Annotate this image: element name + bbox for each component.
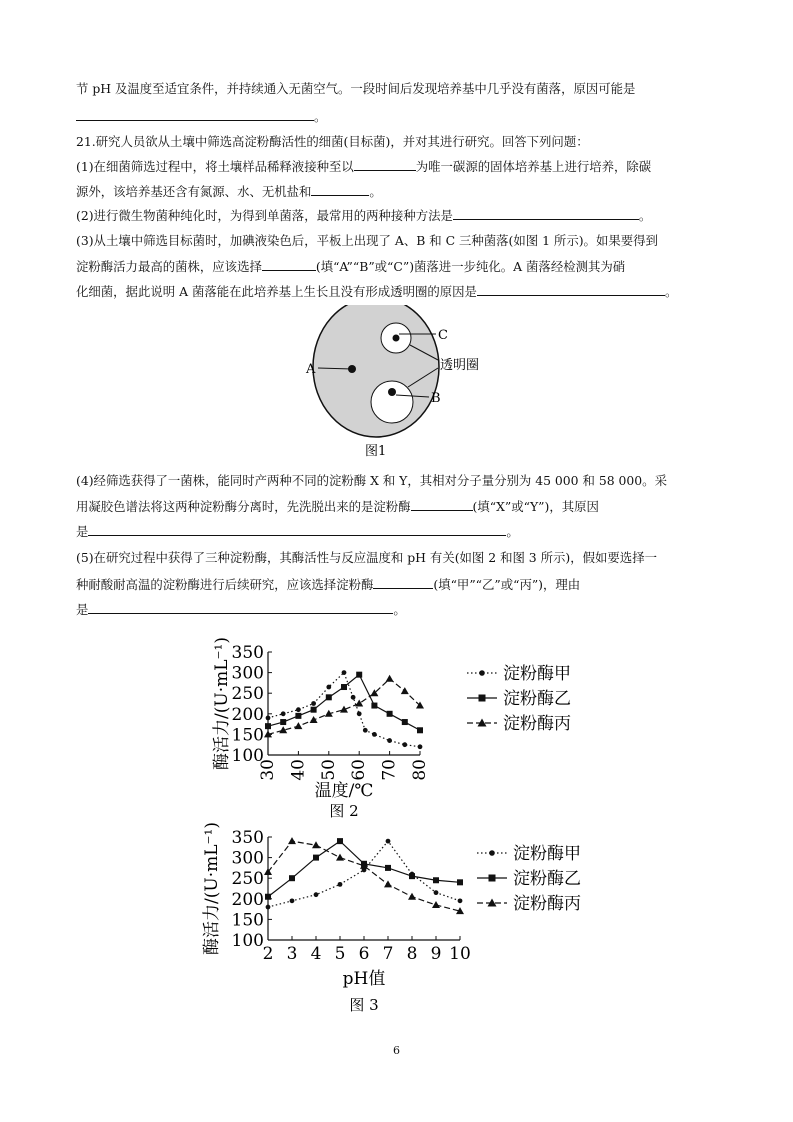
data-point <box>371 703 377 709</box>
legend-label-3: 淀粉酶丙 <box>513 894 581 914</box>
y-tick-label: 100 <box>231 746 264 766</box>
data-point <box>417 727 423 733</box>
data-point <box>314 892 319 897</box>
line-text: 种耐酸耐高温的淀粉酶进行后续研究，应该选择淀粉酶 <box>76 577 374 592</box>
data-point <box>418 744 423 749</box>
legend-label-1: 淀粉酶甲 <box>513 844 581 864</box>
answer-blank[interactable] <box>311 183 369 196</box>
line-text: 节 pH 及温度至适宜条件，并持续通入无菌空气。一段时间后发现培养基中几乎没有菌落，原因可能是 <box>76 81 636 96</box>
data-point <box>402 719 408 725</box>
y-axis-label: 酶活力/(U·mL⁻¹) <box>202 822 222 955</box>
line-text: (4)经筛选获得了一菌株，能同时产两种不同的淀粉酶 X 和 Y，其相对分子量分别为 45 000 和 58 000。采 <box>76 473 667 488</box>
answer-blank[interactable] <box>411 498 473 511</box>
petri-dish <box>313 305 439 437</box>
q3-line-1 <box>76 233 658 249</box>
q4-line-1 <box>76 473 667 489</box>
q3-line-3 <box>76 283 677 300</box>
data-point <box>326 694 332 700</box>
data-point <box>356 672 362 678</box>
y-tick-label: 250 <box>231 869 264 890</box>
x-tick-label: 70 <box>379 759 400 781</box>
y-axis-label: 酶活力/(U·mL⁻¹) <box>212 637 232 770</box>
data-point <box>357 711 362 716</box>
y-tick-label: 350 <box>231 643 264 663</box>
page-number: 6 <box>393 1044 400 1057</box>
data-point <box>432 901 440 908</box>
figure-1-caption: 图1 <box>365 444 387 459</box>
answer-blank[interactable] <box>453 207 639 220</box>
y-tick-label: 100 <box>231 931 264 951</box>
data-point <box>311 701 316 706</box>
data-point <box>266 905 271 910</box>
data-point <box>290 898 295 903</box>
y-tick-label: 150 <box>231 910 264 931</box>
data-point <box>351 695 356 700</box>
colony-c <box>393 335 400 342</box>
data-point <box>479 670 485 676</box>
line-text: 。 <box>314 109 327 124</box>
data-point <box>387 738 392 743</box>
answer-blank[interactable] <box>477 283 665 296</box>
text-line-2 <box>76 108 326 125</box>
x-tick-label: 2 <box>262 944 274 964</box>
q4-line-2 <box>76 498 599 515</box>
line-text: 源外，该培养基还含有氮源、水、无机盐和 <box>76 184 312 199</box>
q1-line-1 <box>76 158 651 175</box>
line-text: 是 <box>76 524 89 539</box>
data-point <box>326 685 331 690</box>
chart-caption: 图 2 <box>329 802 359 820</box>
data-point <box>386 839 391 844</box>
data-point <box>280 719 286 725</box>
line-text: 用凝胶色谱法将这两种淀粉酶分离时，先洗脱出来的是淀粉酶 <box>76 499 411 514</box>
data-point <box>409 873 415 879</box>
line-text: 21.研究人员欲从土壤中筛选高淀粉酶活性的细菌(目标菌)，并对其进行研究。回答下列问题： <box>76 134 589 149</box>
q5-line-1 <box>76 550 657 566</box>
y-tick-label: 300 <box>231 848 264 869</box>
data-point <box>311 707 317 713</box>
answer-blank[interactable] <box>88 601 393 614</box>
figure-2-temperature-chart <box>205 630 625 825</box>
y-tick-label: 300 <box>231 663 264 684</box>
q2-line <box>76 207 651 224</box>
answer-blank[interactable] <box>354 158 416 171</box>
data-point <box>355 700 363 707</box>
x-tick-label: 50 <box>318 759 339 781</box>
q1-line-2 <box>76 183 382 200</box>
data-point <box>363 728 368 733</box>
y-tick-label: 200 <box>231 704 264 725</box>
colony-b <box>388 388 396 396</box>
question-21-title <box>76 134 589 150</box>
x-tick-label: 7 <box>382 944 394 964</box>
q5-line-3 <box>76 601 406 618</box>
x-tick-label: 10 <box>449 944 471 964</box>
data-point <box>281 711 286 716</box>
legend-label-3: 淀粉酶丙 <box>503 714 571 734</box>
data-point <box>434 890 439 895</box>
data-point <box>387 711 393 717</box>
data-point <box>288 837 296 844</box>
data-point <box>337 838 343 844</box>
q3-line-2 <box>76 258 625 275</box>
line-text: 化细菌，据此说明 A 菌落能在此培养基上生长且没有形成透明圈的原因是 <box>76 284 477 299</box>
line-text: (填“A”“B”或“C”)菌落进一步纯化。A 菌落经检测其为硝 <box>315 259 626 274</box>
line-text: 。 <box>369 184 382 199</box>
data-point <box>372 732 377 737</box>
data-point <box>408 893 416 900</box>
answer-blank[interactable] <box>262 258 316 271</box>
y-tick-label: 350 <box>231 828 264 848</box>
line-text: 淀粉酶活力最高的菌株，应该选择 <box>76 259 262 274</box>
line-text: (填“甲”“乙”或“丙”)，理由 <box>433 577 581 592</box>
label-clear-zone: 透明圈 <box>440 358 480 373</box>
q5-line-2 <box>76 576 580 593</box>
y-tick-label: 150 <box>231 725 264 746</box>
answer-blank[interactable] <box>373 576 433 589</box>
data-point <box>489 850 495 856</box>
legend-label-2: 淀粉酶乙 <box>513 869 581 889</box>
x-tick-label: 4 <box>310 944 322 964</box>
x-tick-label: 8 <box>406 944 418 964</box>
data-point <box>296 707 301 712</box>
data-point <box>341 684 347 690</box>
data-point <box>489 875 496 882</box>
line-text: 。 <box>638 208 652 223</box>
line-text: (填“X”或“Y”)，其原因 <box>472 499 599 514</box>
x-tick-label: 60 <box>349 759 370 781</box>
answer-blank[interactable] <box>76 108 314 121</box>
x-tick-label: 5 <box>334 944 346 964</box>
data-point <box>401 687 409 694</box>
y-tick-label: 250 <box>231 684 264 705</box>
data-point <box>313 855 319 861</box>
legend-label-2: 淀粉酶乙 <box>503 689 571 709</box>
line-text: (1)在细菌筛选过程中，将土壤样品稀释液接种至以 <box>76 159 354 174</box>
figure-3-ph-chart <box>195 820 625 1040</box>
data-point <box>479 695 486 702</box>
data-point <box>295 713 301 719</box>
x-tick-label: 9 <box>430 944 442 964</box>
data-point <box>265 723 271 729</box>
clear-zone-b <box>371 381 413 423</box>
data-point <box>342 670 347 675</box>
data-point <box>265 894 271 900</box>
line-text: 。 <box>506 524 519 539</box>
data-point <box>336 854 344 861</box>
chart-caption: 图 3 <box>349 996 379 1014</box>
x-tick-label: 40 <box>288 759 309 781</box>
line-text: 是 <box>76 602 89 617</box>
answer-blank[interactable] <box>88 523 506 536</box>
data-point <box>384 880 392 887</box>
line-text: (5)在研究过程中获得了三种淀粉酶，其酶活性与反应温度和 pH 有关(如图 2 和图 3 所示)，假如要选择一 <box>76 550 657 565</box>
data-point <box>458 898 463 903</box>
x-axis-label: 温度/℃ <box>314 781 374 801</box>
data-point <box>457 879 463 885</box>
figure-1-petri-dish <box>300 305 500 460</box>
label-b: B <box>431 391 441 406</box>
line-text: (3)从土壤中筛选目标菌时，加碘液染色后，平板上出现了 A、B 和 C 三种菌落(如图 1 所示)。如果要得到 <box>76 233 658 248</box>
x-tick-label: 3 <box>286 944 298 964</box>
line-text: 为唯一碳源的固体培养基上进行培养，除碳 <box>415 159 652 174</box>
data-point <box>294 722 302 729</box>
line-text: 。 <box>664 284 678 299</box>
x-tick-label: 30 <box>258 759 278 781</box>
text-line-1 <box>76 81 635 97</box>
x-tick-label: 6 <box>358 944 370 964</box>
data-point <box>386 675 394 682</box>
y-tick-label: 200 <box>231 889 264 910</box>
data-point <box>312 841 320 848</box>
data-point <box>402 742 407 747</box>
data-point <box>385 865 391 871</box>
data-point <box>433 877 439 883</box>
x-axis-label: pH值 <box>342 969 386 989</box>
data-point <box>289 875 295 881</box>
data-point <box>338 882 343 887</box>
label-c: C <box>438 328 448 343</box>
label-a: A <box>306 362 316 377</box>
line-text: 。 <box>393 602 406 617</box>
q4-line-3 <box>76 523 519 540</box>
legend-label-1: 淀粉酶甲 <box>503 664 571 684</box>
line-text: (2)进行微生物菌种纯化时，为得到单菌落，最常用的两种接种方法是 <box>76 208 453 223</box>
series-line-2 <box>268 675 420 731</box>
data-point <box>266 716 271 721</box>
x-tick-label: 80 <box>410 759 430 781</box>
series-line-3 <box>268 841 460 911</box>
